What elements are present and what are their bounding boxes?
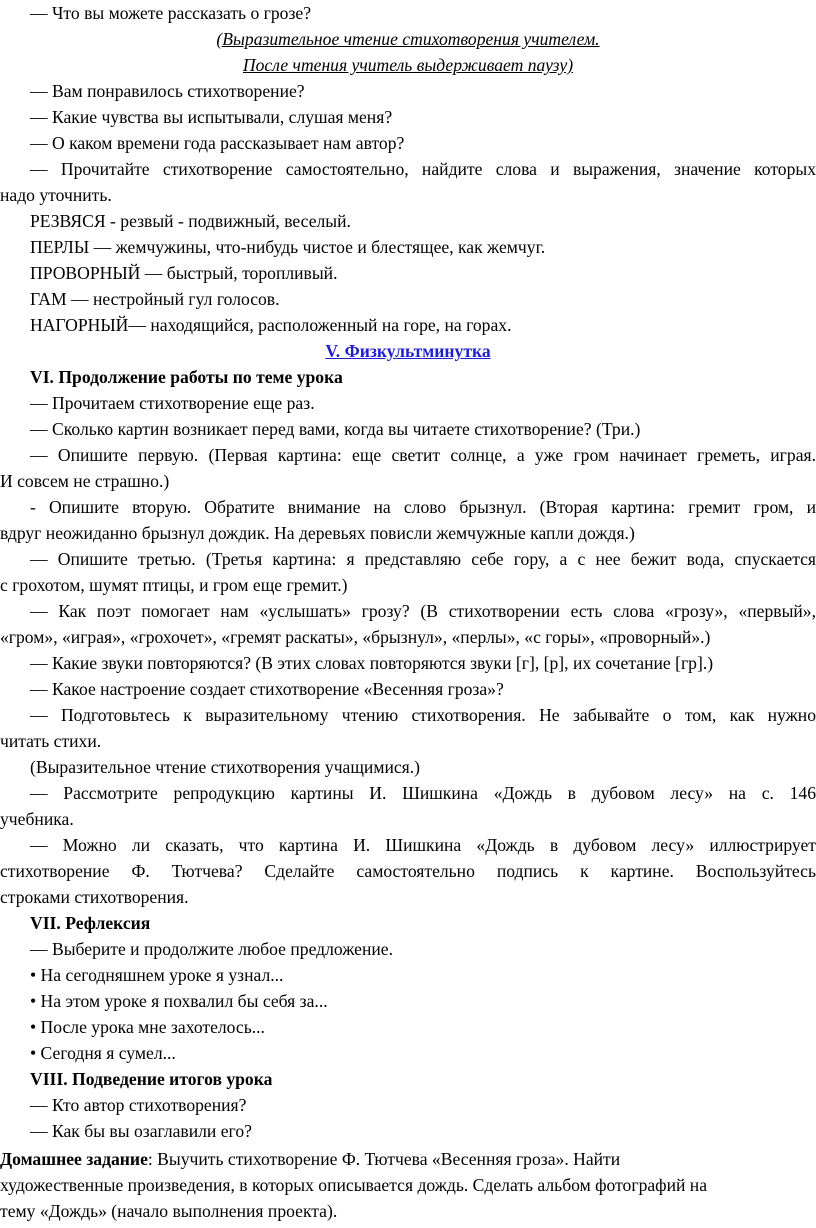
- vocab-nagorny: НАГОРНЫЙ— находящийся, расположенный на горе, на горах.: [30, 315, 512, 335]
- section-vi-heading: VI. Продолжение работы по теме урока: [30, 367, 343, 387]
- vocab-gam: ГАМ — нестройный гул голосов.: [30, 289, 280, 309]
- describe-first: — Опишите первую. (Первая картина: еще светит солнце, а уже гром начинает греметь, играя.: [30, 445, 816, 465]
- reflection-item-4: • Сегодня я сумел...: [30, 1043, 176, 1063]
- reread: — Прочитаем стихотворение еще раз.: [30, 393, 315, 413]
- students-reading: (Выразительное чтение стихотворения учащимися.): [30, 757, 421, 777]
- question-season: — О каком времени года рассказывает нам автор?: [30, 133, 405, 153]
- question-illustrates-cont: стихотворение Ф. Тютчева? Сделайте самостоятельно подпись к картине. Воспользуйтесь: [0, 861, 816, 881]
- reflection-item-1: • На сегодняшнем уроке я узнал...: [30, 965, 284, 985]
- question-feelings: — Какие чувства вы испытывали, слушая меня?: [30, 107, 393, 127]
- prepare-reading: — Подготовьтесь к выразительному чтению стихотворения. Не забывайте о том, как нужно: [30, 705, 816, 725]
- reflection-item-3: • После урока мне захотелось...: [30, 1017, 265, 1037]
- homework-line-2: художественные произведения, в которых описывается дождь. Сделать альбом фотографий на: [0, 1175, 708, 1195]
- describe-second-cont: вдруг неожиданно брызнул дождик. На деревьях повисли жемчужные капли дождя.): [0, 523, 635, 543]
- question-pictures: — Сколько картин возникает перед вами, когда вы читаете стихотворение? (Три.): [30, 419, 641, 439]
- instruction-read-cont: надо уточнить.: [0, 185, 112, 205]
- fizkultminutka-link[interactable]: V. Физкультминутка: [325, 341, 491, 361]
- question-sounds: — Какие звуки повторяются? (В этих словах повторяются звуки [г], [р], их сочетание [гр].): [30, 653, 714, 673]
- section-viii-heading: VIII. Подведение итогов урока: [30, 1069, 273, 1089]
- view-painting-cont: учебника.: [0, 809, 74, 829]
- question-thunderstorm: — Что вы можете рассказать о грозе?: [30, 3, 312, 23]
- reflection-prompt: — Выберите и продолжите любое предложение.: [30, 939, 394, 959]
- stage-direction-2: После чтения учитель выдерживает паузу): [242, 55, 574, 75]
- section-vii-heading: VII. Рефлексия: [30, 913, 151, 933]
- prepare-reading-cont: читать стихи.: [0, 731, 102, 751]
- section-v-heading: [0, 338, 816, 364]
- question-title: — Как бы вы озаглавили его?: [30, 1121, 252, 1141]
- vocab-provorny: ПРОВОРНЫЙ — быстрый, торопливый.: [30, 263, 338, 283]
- instruction-read: — Прочитайте стихотворение самостоятельно, найдите слова и выражения, значение которых: [30, 159, 816, 179]
- describe-third-cont: с грохотом, шумят птицы, и гром еще гремит.): [0, 575, 348, 595]
- vocab-perly: ПЕРЛЫ — жемчужины, что-нибудь чистое и блестящее, как жемчуг.: [30, 237, 546, 257]
- reflection-item-2: • На этом уроке я похвалил бы себя за...: [30, 991, 328, 1011]
- question-hear-cont: «гром», «играя», «грохочет», «гремят раскаты», «брызнул», «перлы», «с горы», «проворный».): [0, 627, 711, 647]
- question-illustrates: — Можно ли сказать, что картина И. Шишкина «Дождь в дубовом лесу» иллюстрирует: [30, 835, 816, 855]
- question-author: — Кто автор стихотворения?: [30, 1095, 247, 1115]
- question-illustrates-end: строками стихотворения.: [0, 887, 189, 907]
- question-hear: — Как поэт помогает нам «услышать» грозу? (В стихотворении есть слова «грозу», «первый»,: [30, 601, 816, 621]
- question-liked: — Вам понравилось стихотворение?: [30, 81, 305, 101]
- describe-second: - Опишите вторую. Обратите внимание на слово брызнул. (Вторая картина: гремит гром, и: [30, 497, 816, 517]
- question-mood: — Какое настроение создает стихотворение «Весенняя гроза»?: [30, 679, 504, 699]
- describe-third: — Опишите третью. (Третья картина: я представляю себе гору, а с нее бежит вода, спускается: [30, 549, 816, 569]
- view-painting: — Рассмотрите репродукцию картины И. Шишкина «Дождь в дубовом лесу» на с. 146: [30, 783, 816, 803]
- homework-line-3: тему «Дождь» (начало выполнения проекта).: [0, 1201, 338, 1221]
- homework-label: Домашнее задание: [0, 1149, 148, 1169]
- describe-first-cont: И совсем не страшно.): [0, 471, 170, 491]
- vocab-rezvyasya: РЕЗВЯСЯ - резвый - подвижный, веселый.: [30, 211, 351, 231]
- homework-line-1: Домашнее задание: Выучить стихотворение Ф. Тютчева «Весенняя гроза». Найти: [0, 1149, 621, 1169]
- stage-direction-1: (Выразительное чтение стихотворения учителем.: [216, 29, 600, 49]
